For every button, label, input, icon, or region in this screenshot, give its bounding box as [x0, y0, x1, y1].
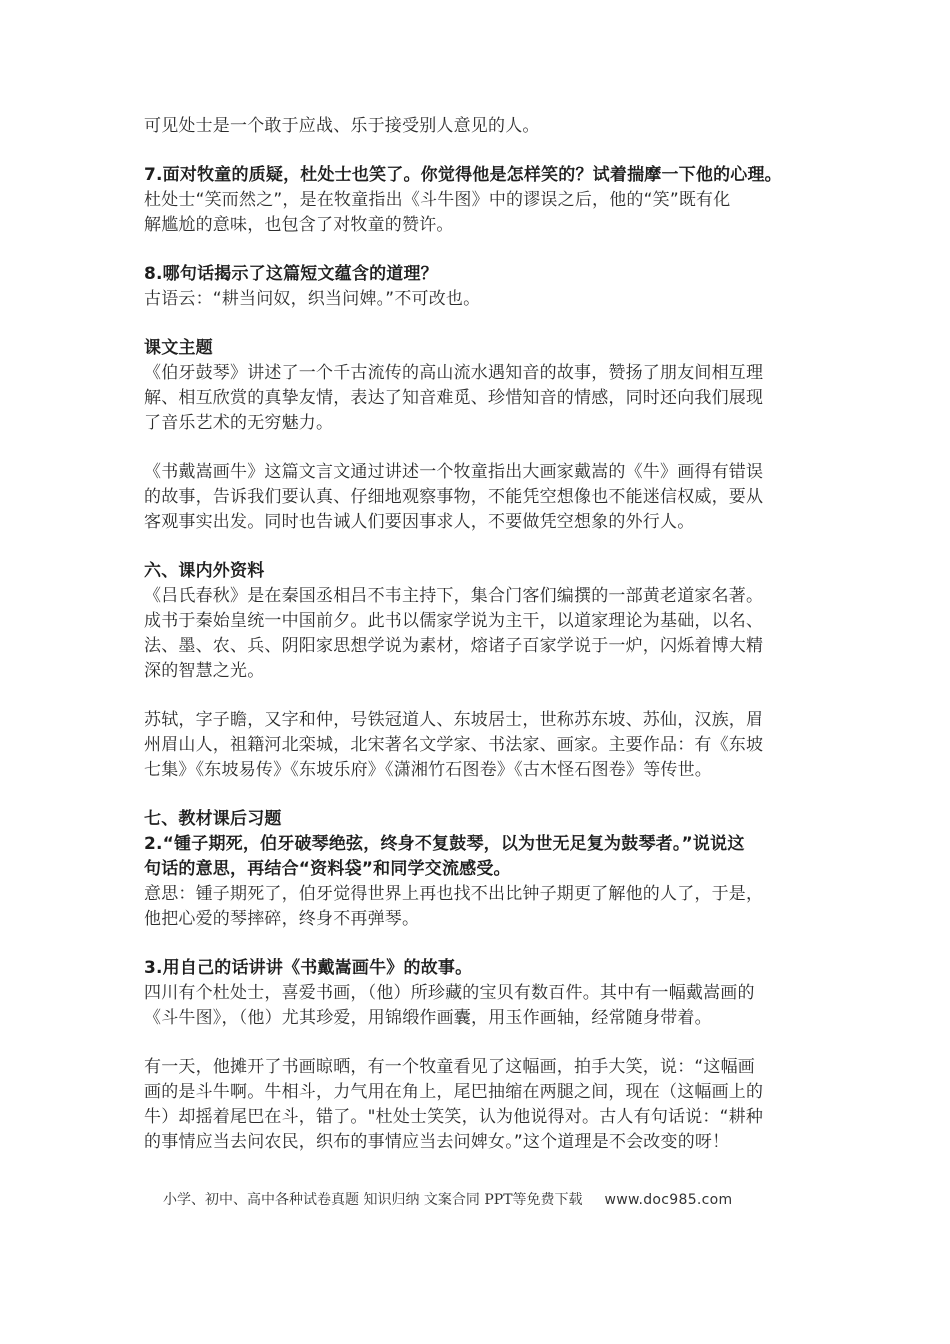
ex-q3-para1-line: 《斗牛图》，（他）尤其珍爱，用锦缎作画囊，用玉作画轴，经常随身带着。: [144, 1008, 712, 1028]
theme-para1-line: 解、相互欣赏的真挚友情，表达了知音难觅、珍惜知音的情感，同时还向我们展现: [144, 388, 764, 408]
q8-answer-line: 古语云：“耕当问奴，织当问婢。”不可改也。: [144, 289, 481, 309]
ex-q3-question: 3.用自己的话讲讲《书戴嵩画牛》的故事。: [144, 958, 473, 978]
materials-para2-line: 苏轼，字子瞻，又字和仲，号铁冠道人、东坡居士，世称苏东坡、苏仙，汉族，眉: [144, 710, 764, 730]
theme-para1-line: 了音乐艺术的无穷魅力。: [144, 413, 334, 433]
q7-answer-line: 杜处士“笑而然之”，是在牧童指出《斗牛图》中的谬误之后，他的“笑”既有化: [144, 190, 731, 210]
exercises-heading: 七、教材课后习题: [144, 809, 282, 829]
theme-para1-line: 《伯牙鼓琴》讲述了一个千古流传的高山流水遇知音的故事，赞扬了朋友间相互理: [144, 363, 764, 383]
theme-para2-line: 《书戴嵩画牛》这篇文言文通过讲述一个牧童指出大画家戴嵩的《牛》画得有错误: [144, 462, 764, 482]
q7-question: 7.面对牧童的质疑，杜处士也笑了。你觉得他是怎样笑的？试着揣摩一下他的心理。: [144, 165, 782, 185]
materials-para1-line: 成书于秦始皇统一中国前夕。此书以儒家学说为主干，以道家理论为基础，以名、: [144, 611, 764, 631]
ex-q3-para2-line: 的事情应当去问农民，织布的事情应当去问婢女。”这个道理是不会改变的呀！: [144, 1132, 730, 1152]
q7-answer-line: 解尴尬的意味，也包含了对牧童的赞许。: [144, 215, 454, 235]
ex-q3-para2-line: 牛）却摇着尾巴在斗，错了。"杜处士笑笑，认为他说得对。古人有句话说：“耕种: [144, 1107, 764, 1127]
ex-q2-question-line: 句话的意思，再结合“资料袋”和同学交流感受。: [144, 859, 511, 879]
footer-text: 小学、初中、高中各种试卷真题 知识归纳 文案合同 PPT等免费下载: [163, 1192, 583, 1208]
ex-q3-para2-line: 有一天，他摊开了书画晾晒，有一个牧童看见了这幅画，拍手大笑，说：“这幅画: [144, 1057, 756, 1077]
page-footer: [163, 1189, 803, 1211]
materials-para1-line: 法、墨、农、兵、阴阳家思想学说为素材，熔诸子百家学说于一炉，闪烁着博大精: [144, 636, 764, 656]
q8-question: 8.哪句话揭示了这篇短文蕴含的道理？: [144, 264, 438, 284]
theme-para2-line: 的故事，告诉我们要认真、仔细地观察事物，不能凭空想像也不能迷信权威，要从: [144, 487, 764, 507]
footer-url[interactable]: www.doc985.com: [604, 1192, 733, 1208]
materials-para1-line: 《吕氏春秋》是在秦国丞相吕不韦主持下，集合门客们编撰的一部黄老道家名著。: [144, 586, 764, 606]
ex-q2-answer-line: 他把心爱的琴摔碎，终身不再弹琴。: [144, 909, 420, 929]
ex-q2-question-line: 2.“锺子期死，伯牙破琴绝弦，终身不复鼓琴，以为世无足复为鼓琴者。”说说这: [144, 834, 745, 854]
materials-para1-line: 深的智慧之光。: [144, 661, 265, 681]
theme-heading: 课文主题: [144, 338, 213, 358]
materials-heading: 六、课内外资料: [144, 561, 265, 581]
ex-q2-answer-line: 意思：锺子期死了，伯牙觉得世界上再也找不出比钟子期更了解他的人了，于是，: [144, 884, 764, 904]
materials-para2-line: 七集》《东坡易传》《东坡乐府》《潇湘竹石图卷》《古木怪石图卷》等传世。: [144, 760, 712, 780]
ex-q3-para1-line: 四川有个杜处士，喜爱书画，（他）所珍藏的宝贝有数百件。其中有一幅戴嵩画的: [144, 983, 755, 1003]
intro-line: 可见处士是一个敢于应战、乐于接受别人意见的人。: [144, 116, 540, 136]
ex-q3-para2-line: 画的是斗牛啊。牛相斗，力气用在角上，尾巴抽缩在两腿之间，现在（这幅画上的: [144, 1082, 764, 1102]
document-body: [144, 114, 814, 1155]
theme-para2-line: 客观事实出发。同时也告诫人们要因事求人，不要做凭空想象的外行人。: [144, 512, 695, 532]
materials-para2-line: 州眉山人，祖籍河北栾城，北宋著名文学家、书法家、画家。主要作品：有《东坡: [144, 735, 764, 755]
